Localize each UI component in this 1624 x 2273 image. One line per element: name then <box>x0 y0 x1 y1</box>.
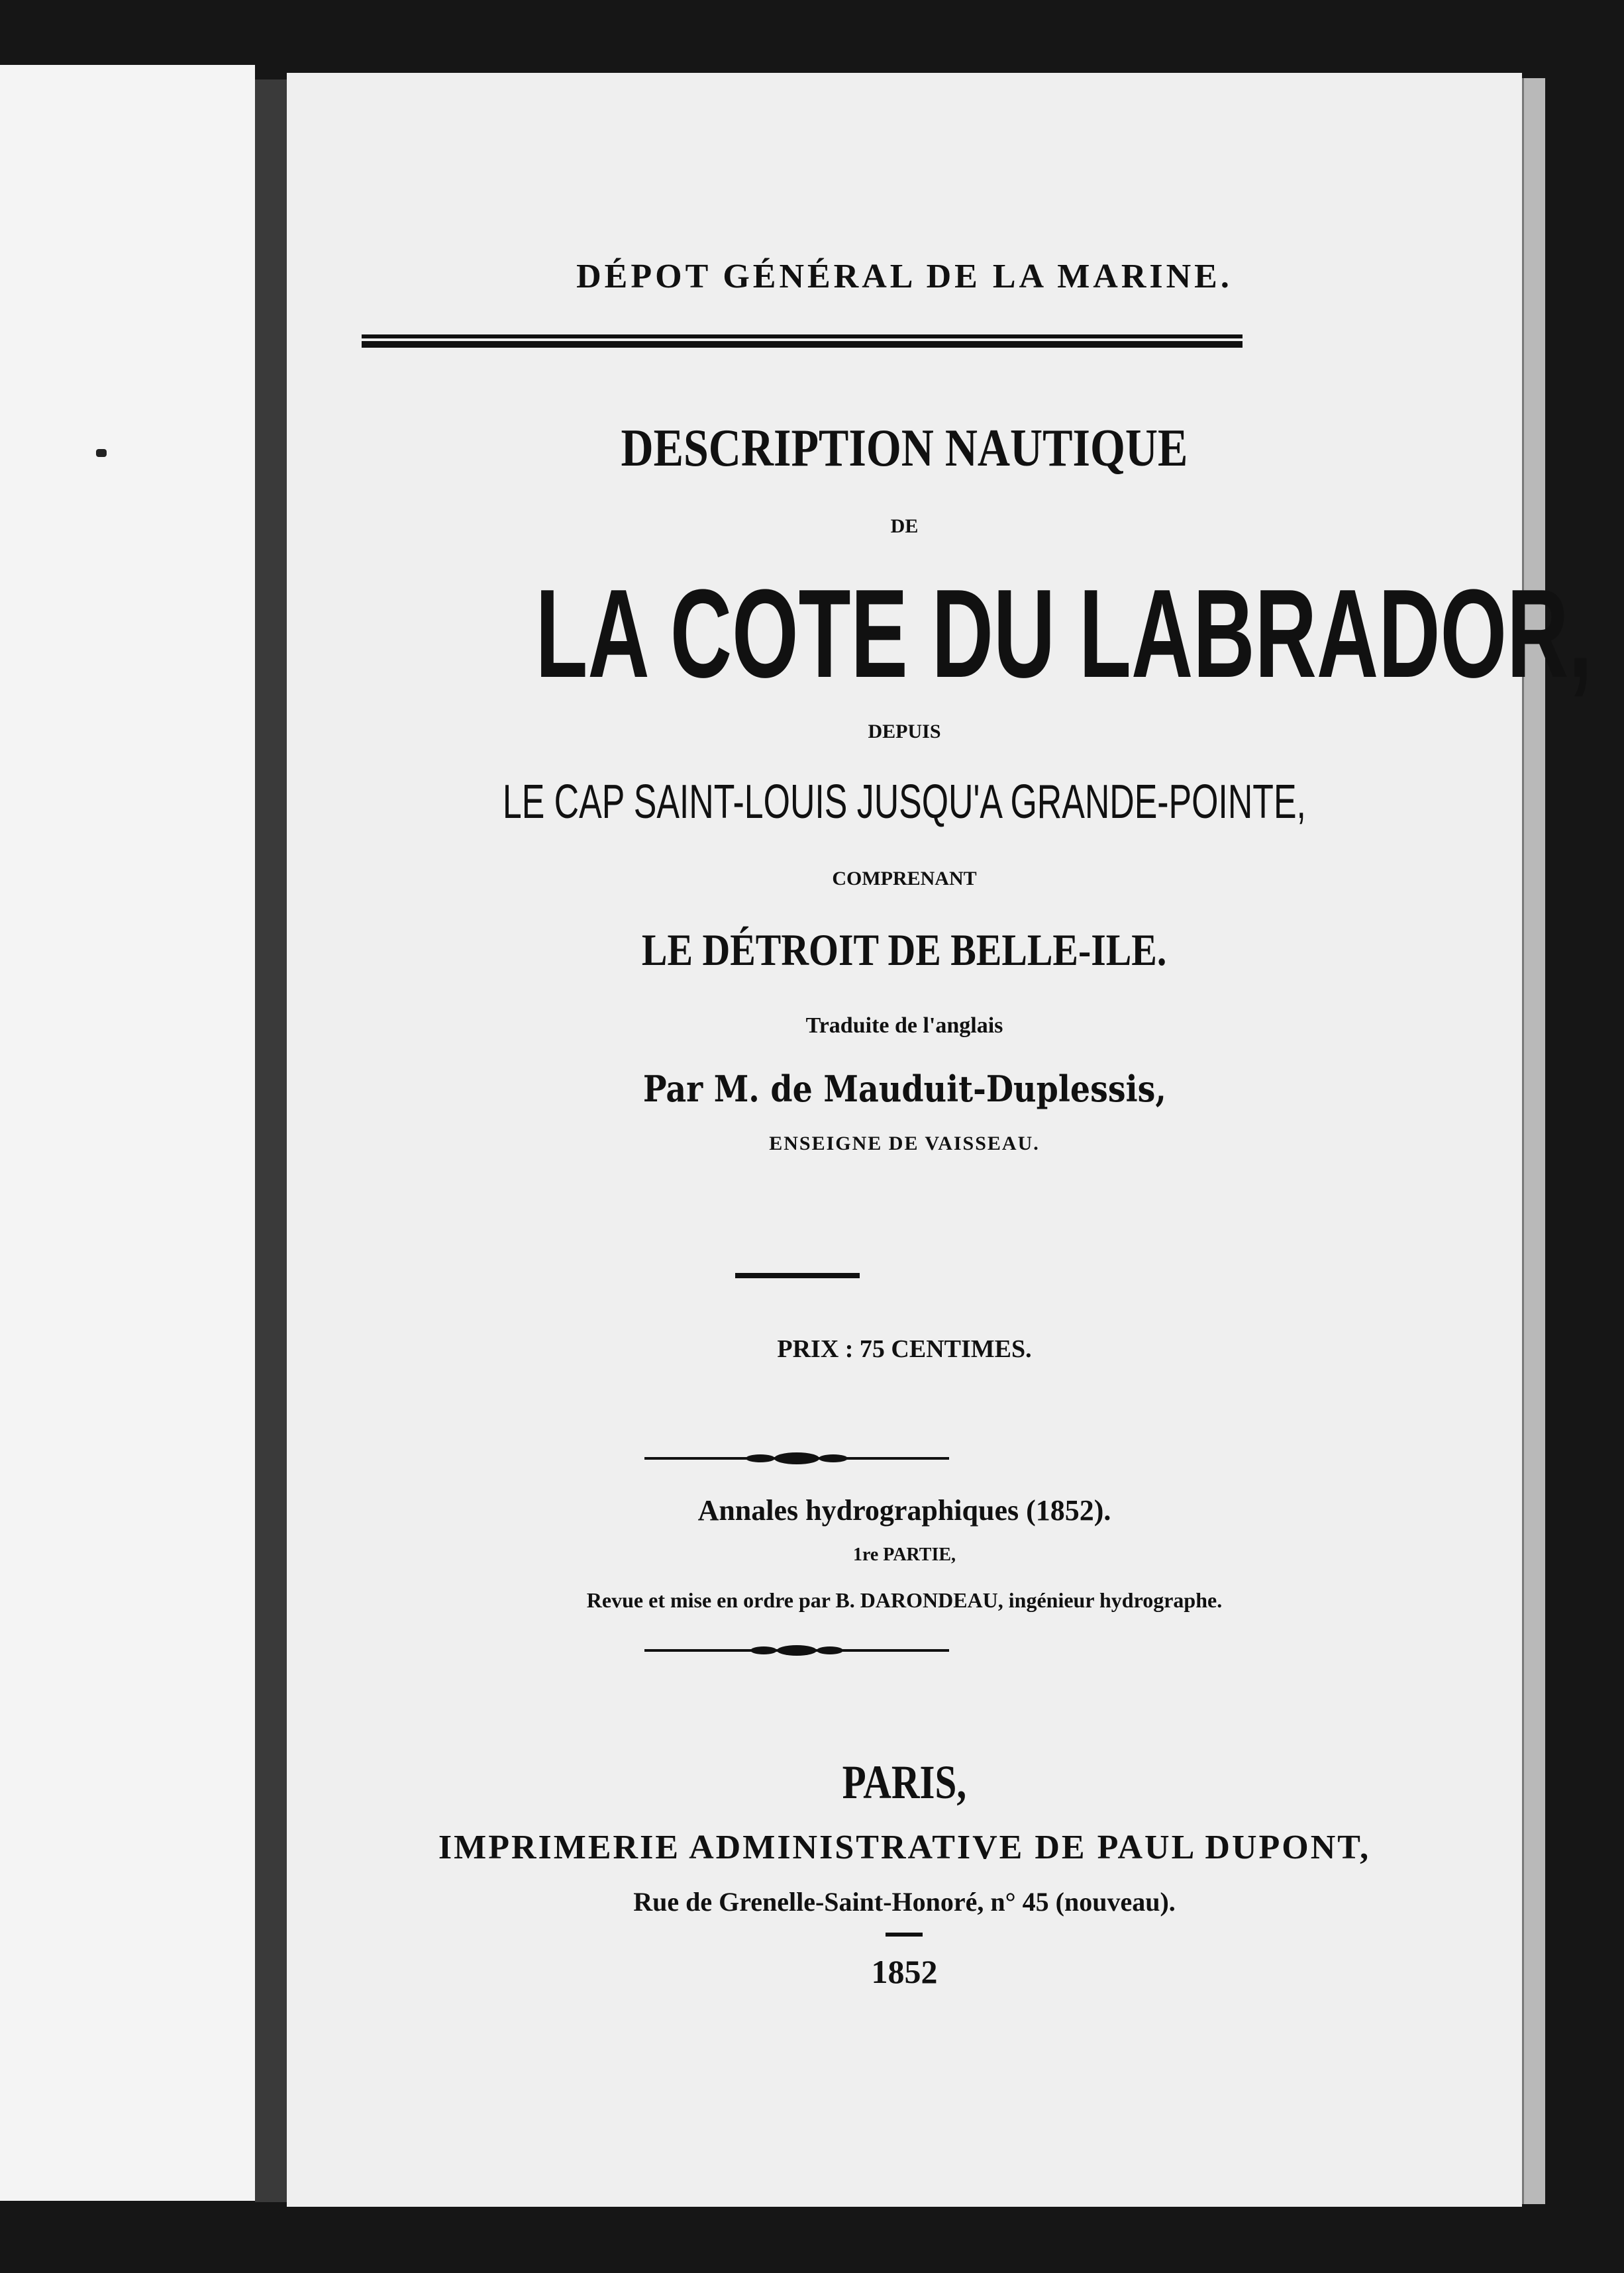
translated-line: Traduite de l'anglais <box>805 1013 1003 1038</box>
short-rule <box>735 1273 860 1278</box>
city-line: PARIS, <box>842 1756 967 1809</box>
address-line: Rue de Grenelle-Saint-Honoré, n° 45 (nouveau). <box>633 1887 1176 1917</box>
strait-line: LE DÉTROIT DE BELLE-ILE. <box>642 925 1167 975</box>
top-rule <box>362 334 1243 338</box>
price-line: PRIX : 75 CENTIMES. <box>777 1335 1032 1363</box>
book-binding <box>255 79 287 2202</box>
main-title: LA COTE DU LABRADOR, <box>535 564 1593 704</box>
title-line-1: DESCRIPTION NAUTIQUE <box>621 419 1188 478</box>
title-de: DE <box>890 515 919 537</box>
route-line: LE CAP SAINT-LOUIS JUSQU'A GRANDE-POINTE, <box>502 776 1307 829</box>
ornament-rule-bottom <box>644 1642 949 1658</box>
title-page <box>287 73 1593 2207</box>
translator-line: Par M. de Mauduit-Duplessis, <box>642 1068 1166 1110</box>
small-dash <box>886 1933 923 1937</box>
revue-line: Revue et mise en ordre par B. DARONDEAU, ingénieur hydrographe. <box>586 1588 1223 1612</box>
printer-line: IMPRIMERIE ADMINISTRATIVE DE PAUL DUPONT, <box>438 1829 1371 1866</box>
page-edge <box>1522 78 1545 2204</box>
ornament-rule-top <box>644 1450 949 1466</box>
top-rule-thick <box>362 341 1243 348</box>
depuis-label: DEPUIS <box>868 721 941 742</box>
year-line: 1852 <box>871 1953 938 1990</box>
annales-line: Annales hydrographiques (1852). <box>697 1494 1111 1527</box>
publisher-line: DÉPOT GÉNÉRAL DE LA MARINE. <box>576 258 1233 295</box>
partie-line: 1re PARTIE, <box>852 1544 956 1565</box>
left-facing-page <box>0 65 255 2201</box>
comprenant-label: COMPRENANT <box>832 868 977 889</box>
rank-line: ENSEIGNE DE VAISSEAU. <box>769 1133 1040 1154</box>
ink-speck <box>96 449 107 457</box>
